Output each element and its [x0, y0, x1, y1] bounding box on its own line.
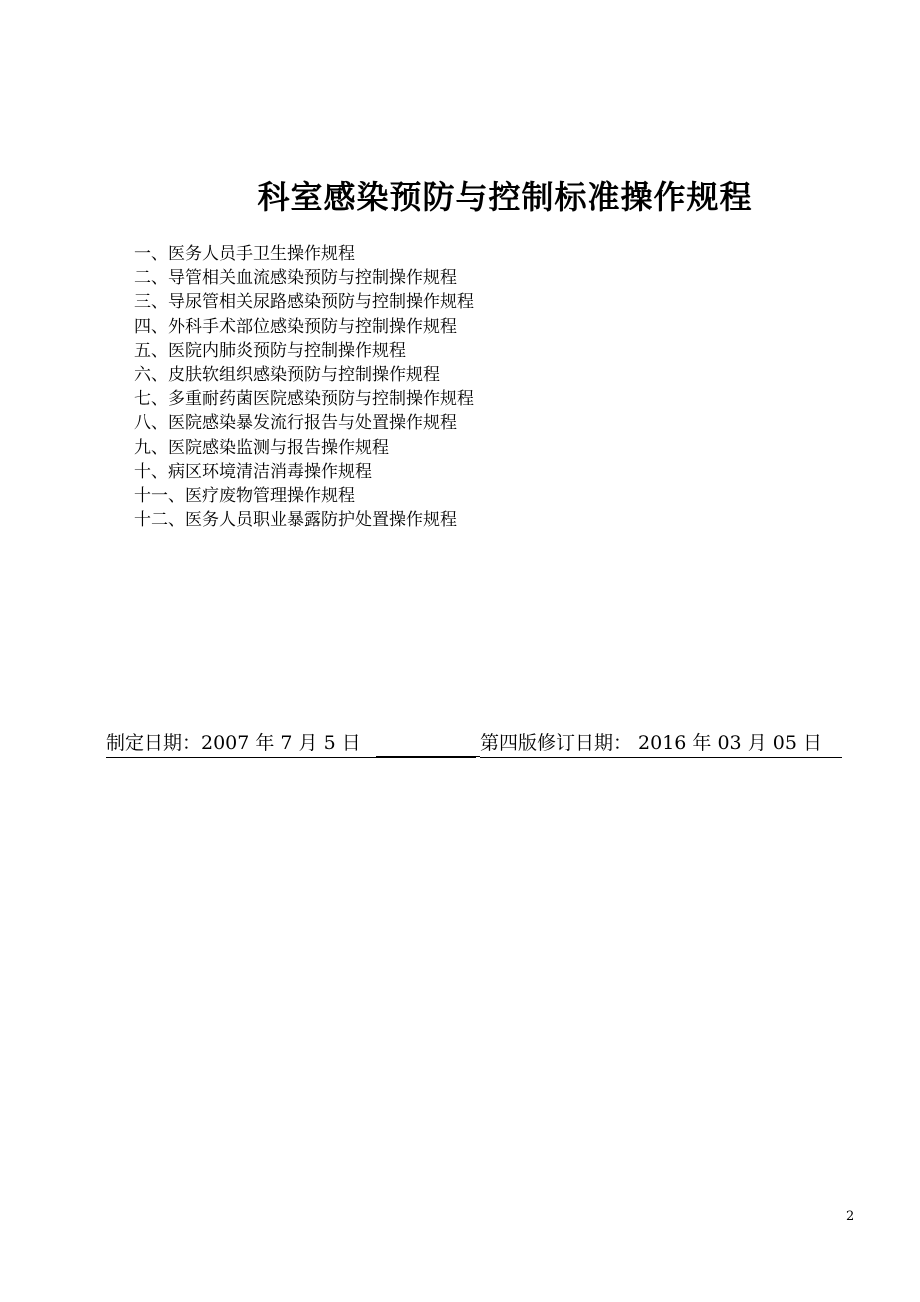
toc-item: 八、医院感染暴发流行报告与处置操作规程 [134, 413, 457, 434]
revision-date: 第四版修订日期： 2016 年 03 月 05 日 [480, 729, 842, 758]
toc-item: 十二、医务人员职业暴露防护处置操作规程 [134, 510, 457, 531]
table-of-contents [134, 242, 474, 532]
toc-item: 二、导管相关血流感染预防与控制操作规程 [134, 268, 457, 289]
toc-item: 十、病区环境清洁消毒操作规程 [134, 461, 372, 482]
toc-item: 四、外科手术部位感染预防与控制操作规程 [134, 316, 457, 337]
toc-item: 九、医院感染监测与报告操作规程 [134, 437, 389, 458]
page-number: 2 [846, 1209, 855, 1224]
toc-item: 六、皮肤软组织感染预防与控制操作规程 [134, 364, 440, 385]
document-title: 科室感染预防与控制标准操作规程 [257, 178, 753, 216]
toc-item: 七、多重耐药菌医院感染预防与控制操作规程 [134, 389, 474, 410]
toc-item: 五、医院内肺炎预防与控制操作规程 [134, 340, 406, 361]
established-date: 制定日期：2007 年 7 月 5 日 [106, 729, 476, 758]
toc-item: 十一、医疗废物管理操作规程 [134, 485, 355, 506]
dates-row [106, 729, 842, 757]
toc-item: 三、导尿管相关尿路感染预防与控制操作规程 [134, 292, 474, 313]
underline-gap [376, 729, 480, 757]
toc-item: 一、医务人员手卫生操作规程 [134, 244, 355, 264]
